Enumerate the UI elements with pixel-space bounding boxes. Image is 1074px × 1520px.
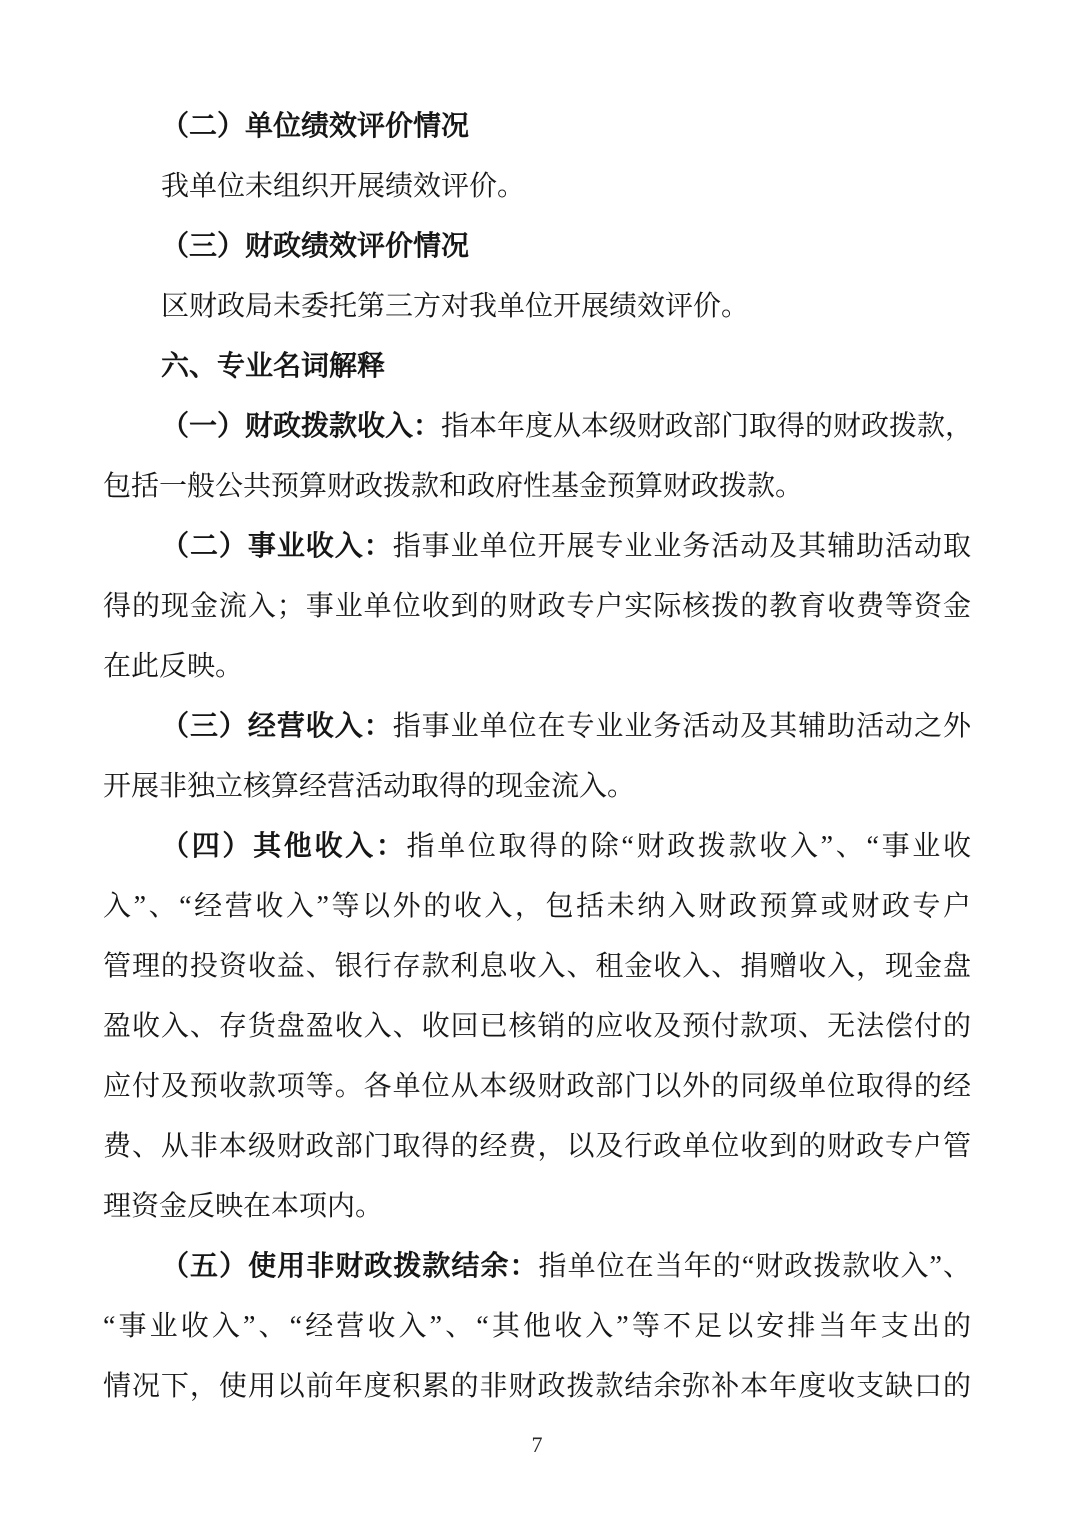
term-lead: （四）其他收入： xyxy=(161,831,407,862)
term-business-income-line xyxy=(103,697,971,757)
paragraph-line: 得的现金流入；事业单位收到的财政专户实际核拨的教育收费等资金 xyxy=(103,591,971,622)
paragraph-line: 开展非独立核算经营活动取得的现金流入。 xyxy=(103,771,636,802)
paragraph-line: “事业收入”、“经营收入”、“其他收入”等不足以安排当年支出的 xyxy=(103,1311,971,1342)
term-lead: （二）事业收入： xyxy=(161,531,393,562)
term-definition: 指本年度从本级财政部门取得的财政拨款， xyxy=(441,411,974,442)
term-definition: 指事业单位开展专业业务活动及其辅助活动取 xyxy=(392,531,971,562)
term-fiscal-appropriation-income-line xyxy=(103,397,974,457)
heading-fiscal-performance-evaluation: （三）财政绩效评价情况 xyxy=(161,231,470,262)
document-content xyxy=(103,97,974,1417)
page-footer xyxy=(0,1430,1074,1460)
term-other-income-line xyxy=(103,817,971,877)
term-lead: （一）财政拨款收入： xyxy=(161,411,442,442)
paragraph-line: 管理的投资收益、银行存款利息收入、租金收入、捐赠收入，现金盘 xyxy=(103,951,971,982)
paragraph-line: 费、从非本级财政部门取得的经费，以及行政单位收到的财政专户管 xyxy=(103,1131,971,1162)
heading-unit-performance-evaluation: （二）单位绩效评价情况 xyxy=(161,111,470,142)
paragraph-line: 包括一般公共预算财政拨款和政府性基金预算财政拨款。 xyxy=(103,471,804,502)
paragraph-line: 入”、“经营收入”等以外的收入，包括未纳入财政预算或财政专户 xyxy=(103,891,971,922)
paragraph-line: 理资金反映在本项内。 xyxy=(103,1191,384,1222)
paragraph-line: 情况下，使用以前年度积累的非财政拨款结余弥补本年度收支缺口的 xyxy=(103,1371,971,1402)
paragraph-line: 区财政局未委托第三方对我单位开展绩效评价。 xyxy=(161,291,750,322)
term-operational-income-line xyxy=(103,517,971,577)
term-non-fiscal-balance-line xyxy=(103,1237,971,1297)
page-number: 7 xyxy=(531,1432,543,1457)
term-definition: 指单位在当年的“财政拨款收入”、 xyxy=(538,1251,971,1282)
term-lead: （五）使用非财政拨款结余： xyxy=(161,1251,539,1282)
paragraph-line: 在此反映。 xyxy=(103,651,244,682)
term-definition: 指事业单位在专业业务活动及其辅助活动之外 xyxy=(392,711,971,742)
term-lead: （三）经营收入： xyxy=(161,711,393,742)
heading-terminology-section: 六、专业名词解释 xyxy=(161,351,386,382)
paragraph-line: 应付及预收款项等。各单位从本级财政部门以外的同级单位取得的经 xyxy=(103,1071,971,1102)
paragraph-line: 盈收入、存货盘盈收入、收回已核销的应收及预付款项、无法偿付的 xyxy=(103,1011,971,1042)
term-definition: 指单位取得的除“财政拨款收入”、“事业收 xyxy=(406,831,971,862)
paragraph-line: 我单位未组织开展绩效评价。 xyxy=(161,171,526,202)
